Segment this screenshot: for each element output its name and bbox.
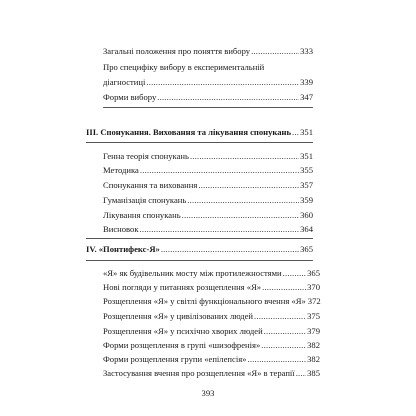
toc-leader-dots bbox=[198, 180, 299, 191]
toc-entry bbox=[103, 340, 320, 351]
toc-entry-title: Форми розщеплення в групі «шизофренія» bbox=[103, 340, 261, 350]
toc-leader-dots bbox=[182, 210, 300, 221]
toc-entry bbox=[103, 368, 320, 379]
toc-entry-title: Гуманізація спонукань bbox=[103, 195, 187, 205]
toc-leader-dots bbox=[283, 268, 306, 279]
toc-entry-page: 382 bbox=[307, 340, 320, 350]
toc-entry-title: Розщеплення «Я» у світлі функціонального вчення «Я» bbox=[103, 296, 306, 306]
divider-line bbox=[86, 260, 313, 261]
toc-entry-title: Форми розщеплення групи «епілепсія» bbox=[103, 354, 247, 364]
toc-entry bbox=[103, 92, 313, 103]
toc-entry-title: Нові погляди у питаннях розщеплення «Я» bbox=[103, 282, 262, 292]
toc-entry bbox=[103, 224, 313, 235]
toc-leader-dots bbox=[264, 326, 306, 337]
toc-entry-page: 333 bbox=[300, 46, 313, 56]
toc-entry-page: 359 bbox=[300, 195, 313, 205]
toc-section-title: III. Спонукання. Виховання та лікування спонукань bbox=[86, 127, 292, 137]
divider-line bbox=[86, 238, 313, 239]
toc-entry bbox=[103, 151, 313, 162]
toc-entry-title: Спонукання та виховання bbox=[103, 180, 198, 190]
toc-leader-dots bbox=[254, 311, 306, 322]
toc-entry-title: Висновок bbox=[103, 224, 139, 234]
toc-leader-dots bbox=[261, 340, 306, 351]
toc-entry-title: Розщеплення «Я» у цивілізованих людей bbox=[103, 311, 254, 321]
toc-entry-title: Лікування спонукань bbox=[103, 210, 181, 220]
toc-entry-title: Форми вибору bbox=[103, 92, 157, 102]
toc-entry-page: 382 bbox=[307, 354, 320, 364]
toc-entry bbox=[103, 210, 313, 221]
toc-entry-page: 351 bbox=[300, 151, 313, 161]
toc-entry bbox=[103, 268, 320, 279]
page-number: 393 bbox=[201, 388, 215, 398]
toc-entry-title: Загальні положення про поняття вибору bbox=[103, 46, 251, 56]
toc-leader-dots bbox=[157, 92, 299, 103]
toc-entry bbox=[103, 296, 320, 307]
toc-leader-dots bbox=[140, 165, 299, 176]
toc-entry-page: 372 bbox=[307, 296, 321, 306]
toc-entry-page: 339 bbox=[300, 77, 313, 87]
toc-section-page: 351 bbox=[300, 127, 313, 137]
toc-section-heading bbox=[86, 127, 313, 138]
toc-section-title: IV. «Понтифекс-Я» bbox=[86, 244, 160, 254]
toc-leader-dots bbox=[262, 282, 306, 293]
toc-entry-title: діагностиці bbox=[103, 77, 146, 87]
toc-entry bbox=[103, 311, 320, 322]
toc-entry-title: Про специфіку вибору в експериментальній bbox=[103, 62, 265, 72]
toc-leader-dots bbox=[296, 368, 306, 379]
toc-entry-page: 375 bbox=[307, 311, 320, 321]
toc-section-heading bbox=[86, 244, 313, 255]
toc-entry-page: 365 bbox=[307, 268, 320, 278]
toc-entry-page: 379 bbox=[307, 326, 320, 336]
toc-leader-dots bbox=[187, 195, 299, 206]
toc-entry-page: 360 bbox=[300, 210, 313, 220]
toc-entry-title: Методика bbox=[103, 165, 139, 175]
toc-entry bbox=[103, 326, 320, 337]
divider-line bbox=[86, 142, 313, 143]
toc-leader-dots bbox=[190, 151, 299, 162]
toc-leader-dots bbox=[251, 46, 299, 57]
toc-entry bbox=[103, 165, 313, 176]
toc-entry-title: Застосування вчення про розщеплення «Я» в терапії bbox=[103, 368, 295, 378]
toc-entry bbox=[103, 282, 320, 293]
toc-entry bbox=[103, 77, 313, 88]
toc-leader-dots bbox=[161, 244, 299, 255]
toc-entry-page: 385 bbox=[307, 368, 320, 378]
toc-entry bbox=[103, 195, 313, 206]
toc-entry bbox=[103, 180, 313, 191]
divider-line bbox=[103, 107, 313, 108]
toc-entry-page: 364 bbox=[300, 224, 313, 234]
toc-leader-dots bbox=[146, 77, 299, 88]
toc-entry-page: 347 bbox=[300, 92, 313, 102]
toc-section-page: 365 bbox=[300, 244, 313, 254]
toc-entry-title: Розщеплення «Я» у психічно хворих людей bbox=[103, 326, 263, 336]
toc-entry-page: 370 bbox=[307, 282, 320, 292]
toc-entry-page: 357 bbox=[300, 180, 313, 190]
toc-entry-title: Генна теорія спонукань bbox=[103, 151, 189, 161]
toc-leader-dots bbox=[140, 224, 300, 235]
toc-leader-dots bbox=[292, 127, 299, 138]
toc-entry bbox=[103, 46, 313, 57]
toc-entry-page: 355 bbox=[300, 165, 313, 175]
toc-entry bbox=[103, 354, 320, 365]
toc-leader-dots bbox=[247, 354, 306, 365]
toc-entry-title: «Я» як будівельник мосту між протилежностями bbox=[103, 268, 282, 278]
